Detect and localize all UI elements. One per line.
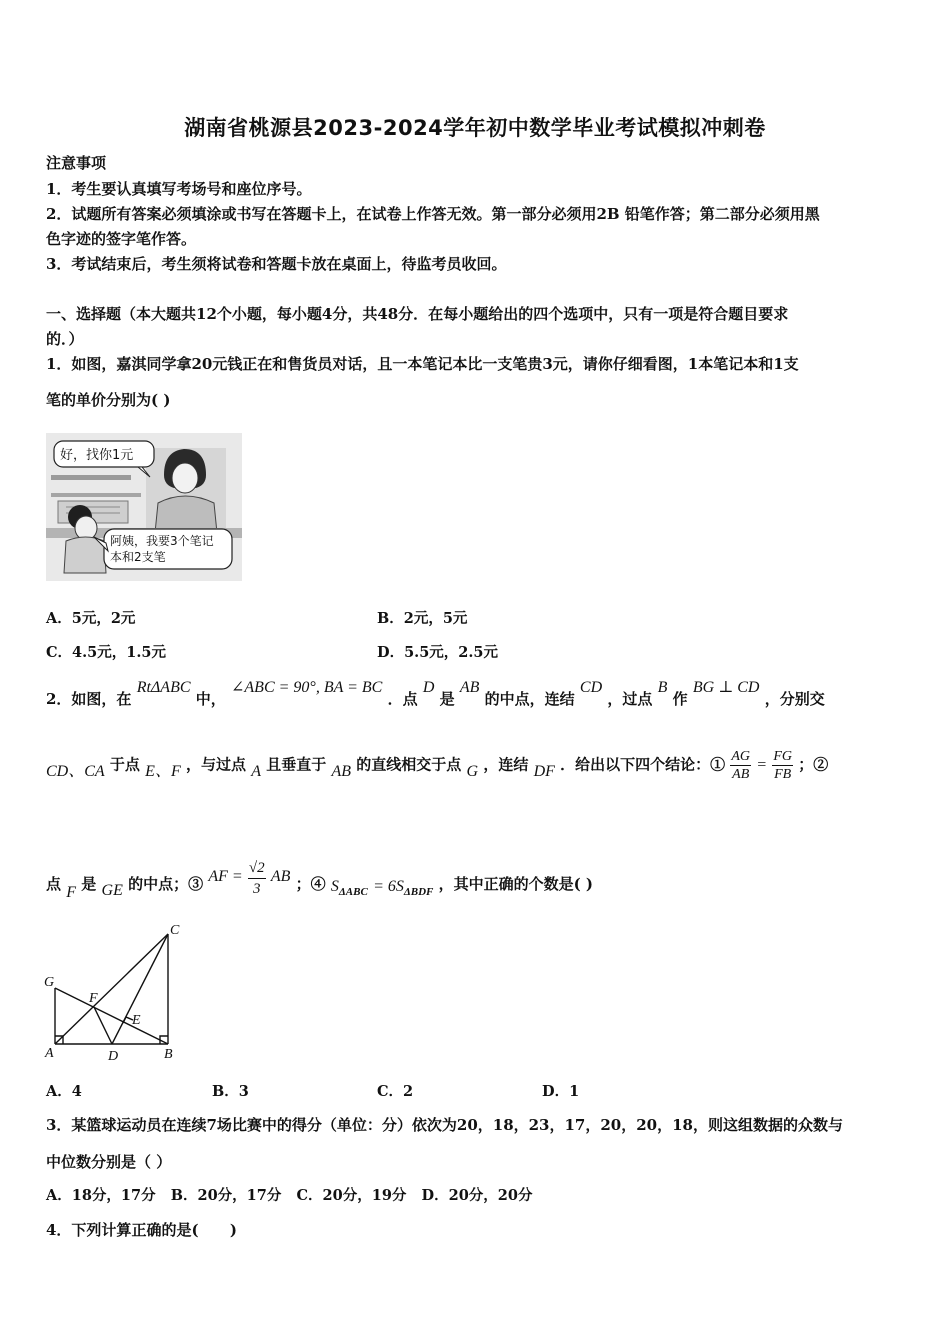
q2-math-b: B <box>657 679 668 696</box>
point-label-a: A <box>45 1046 54 1061</box>
speech-bubble-student-line2: 本和2支笔 <box>110 550 166 564</box>
q2-math-g: G <box>466 762 479 780</box>
option-d: D．1 <box>542 1083 580 1100</box>
option-c: C．4.5元，1.5元 <box>46 644 166 661</box>
q2-math-condition: ∠ABC = 90°, BA = BC <box>231 679 383 696</box>
q2-math-cd-ca: CD、CA <box>46 762 105 780</box>
question-2-figure <box>40 920 190 1065</box>
question-3-options: A．18分，17分 B．20分，17分 C．20分，19分 D．20分，20分 <box>46 1187 533 1204</box>
q2-text: 是 <box>439 690 455 708</box>
q2-math-ab: AB <box>459 679 480 696</box>
fraction-numerator: AG <box>731 749 751 764</box>
point-label-c: C <box>170 923 180 938</box>
q2-math-cd: CD <box>579 679 603 696</box>
q2-text: 2．如图，在 <box>46 690 132 708</box>
q2-math-a: A <box>251 762 261 780</box>
note-item: 色字迹的签字笔作答。 <box>46 230 197 248</box>
q2-text: ，与过点 <box>185 755 246 774</box>
point-label-g: G <box>44 975 55 990</box>
q2-fraction-fg-fb <box>772 748 793 783</box>
option-b: B．2元，5元 <box>377 610 468 627</box>
segment-ac <box>55 934 168 1044</box>
q2-text: ．给出以下四个结论：① <box>560 755 726 774</box>
question-3-text: 3．某篮球运动员在连续7场比赛中的得分（单位：分）依次为20，18，23，17，20，20，18，则这组数据的众数与 <box>46 1116 843 1134</box>
point-label-d: D <box>108 1049 119 1064</box>
option-a: A．5元，2元 <box>46 610 136 627</box>
question-3-text-cont: 中位数分别是（ ） <box>46 1153 172 1171</box>
fraction-numerator: √2 <box>248 858 266 879</box>
shop-scene-drawing <box>46 433 242 581</box>
q2-text: ；② <box>798 755 829 774</box>
question-1-illustration <box>46 433 242 581</box>
q2-math-ab: AB <box>270 867 291 885</box>
q2-math-d: D <box>422 679 435 696</box>
option-c: C．2 <box>377 1083 414 1100</box>
option-b: B．3 <box>212 1083 249 1100</box>
q2-text: 的中点，连结 <box>484 690 575 708</box>
question-4-text: 4．下列计算正确的是( ) <box>46 1221 237 1239</box>
fraction-denominator: 3 <box>253 881 261 897</box>
notes-heading: 注意事项 <box>46 154 107 172</box>
section-heading: 一、选择题（本大题共12个小题，每小题4分，共48分．在每小题给出的四个选项中，只有一项是符合题目要求 <box>46 305 789 323</box>
q2-math-ef: E、F <box>145 762 181 780</box>
q2-math-ab: AB <box>331 762 352 780</box>
q2-math-s2-sub: ΔBDF <box>403 885 434 898</box>
option-d: D．5.5元，2.5元 <box>377 644 499 661</box>
speech-bubble-student-line1: 阿姨，我要3个笔记 <box>110 534 214 548</box>
page-title: 湖南省桃源县2023-2024学年初中数学毕业考试模拟冲刺卷 <box>184 116 766 140</box>
q2-text: 的直线相交于点 <box>356 755 462 774</box>
q2-text: ，其中正确的个数是( ) <box>438 874 594 893</box>
fraction-denominator: AB <box>732 767 750 782</box>
note-item: 1．考生要认真填写考场号和座位序号。 <box>46 180 312 198</box>
fraction-denominator: FB <box>774 767 792 782</box>
q2-text: ，分别交 <box>764 690 825 708</box>
point-label-b: B <box>164 1047 173 1062</box>
q2-text: 且垂直于 <box>266 755 327 774</box>
option-a: A．4 <box>46 1083 82 1100</box>
q2-math-equals: = <box>756 756 768 774</box>
q2-text: 是 <box>81 874 97 893</box>
q2-text: ．点 <box>387 690 418 708</box>
q2-math-df: DF <box>533 762 555 780</box>
q2-math-rt: RtΔABC <box>136 679 191 696</box>
q2-fraction-ag-ab <box>730 748 751 783</box>
q2-math-eq6s: = 6S <box>373 877 404 895</box>
q2-text: ，过点 <box>607 690 653 708</box>
q2-text: 于点 <box>109 755 140 774</box>
q2-fraction-sqrt2-3 <box>248 858 266 899</box>
q2-math-af: AF = <box>208 867 243 885</box>
question-1-text-cont: 笔的单价分别为( ) <box>46 391 171 409</box>
question-2-line2 <box>46 748 828 783</box>
question-2-line1 <box>46 676 825 708</box>
point-label-f: F <box>89 991 98 1006</box>
speech-bubble-clerk: 好，找你1元 <box>60 448 134 463</box>
q2-text: 中， <box>195 690 226 708</box>
q2-math-f: F <box>66 883 77 901</box>
segment-gb <box>55 988 168 1044</box>
q2-math-ge: GE <box>101 881 123 899</box>
section-heading-cont: 的．） <box>46 330 84 348</box>
point-label-e: E <box>132 1013 141 1028</box>
note-item: 3．考试结束后，考生须将试卷和答题卡放在桌面上，待监考员收回。 <box>46 255 507 273</box>
q2-math-perp: BG ⊥ CD <box>692 679 760 696</box>
q2-text: 的中点；③ <box>128 874 204 893</box>
fraction-numerator: FG <box>773 749 792 764</box>
q2-text: ；④ <box>295 874 326 893</box>
question-1-text: 1．如图，嘉淇同学拿20元钱正在和售货员对话，且一本笔记本比一支笔贵3元，请你仔细看图，1本笔记本和1支 <box>46 355 799 373</box>
q2-text: ，连结 <box>483 755 529 774</box>
note-item: 2．试题所有答案必须填涂或书写在答题卡上，在试卷上作答无效。第一部分必须用2B 铅笔作答；第二部分必须用黑 <box>46 205 820 223</box>
q2-math-s1: S <box>330 877 339 895</box>
q2-text: 作 <box>672 690 688 708</box>
q2-math-s1-sub: ΔABC <box>338 885 368 898</box>
q2-text: 点 <box>46 874 62 893</box>
